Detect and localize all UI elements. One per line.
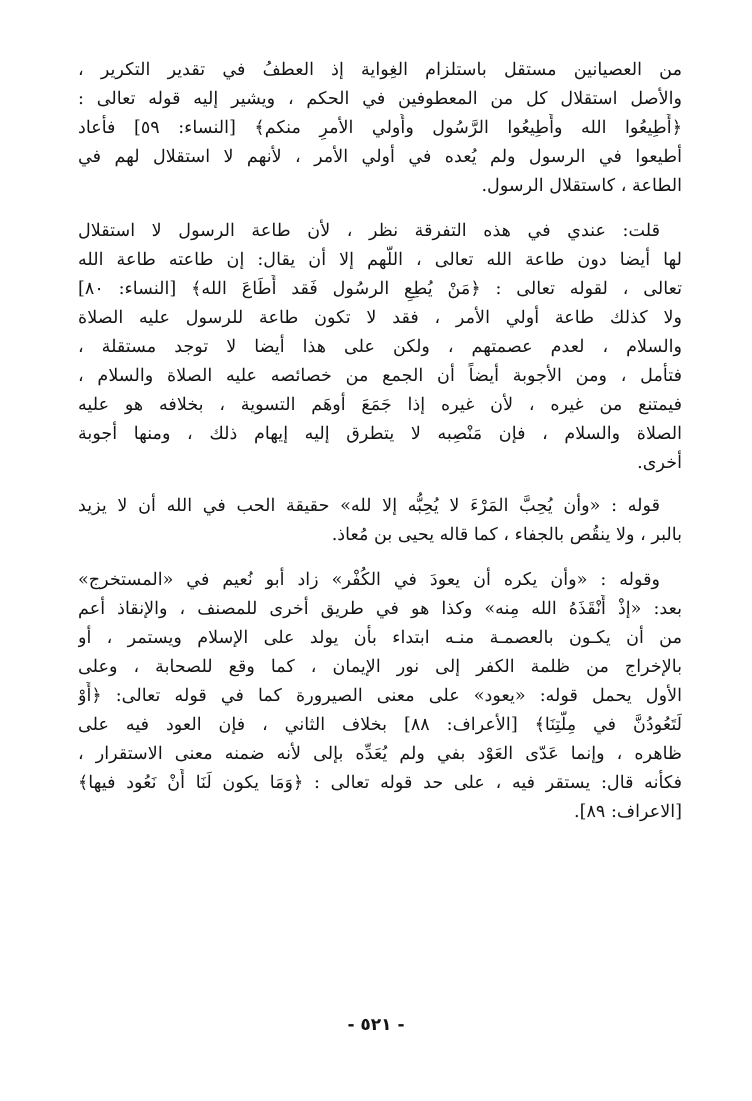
paragraph-gap <box>78 201 682 217</box>
text-line: فتأمل ، ومن الأجوبة أيضاً أن الجمع من خصائصه عليه الصلاة والسلام ، <box>78 366 682 386</box>
paragraph-1 <box>78 56 682 201</box>
paragraph-gap <box>78 478 682 492</box>
paragraph-3 <box>78 492 682 550</box>
text-line: من العصيانين مستقل باستلزام الغِواية إذ العطفُ في تقدير التكرير ، <box>78 60 682 80</box>
paragraph-2 <box>78 217 682 478</box>
text-line: فيمتنع من غيره ، لأن غيره إذا جَمَعَ أوهَم التسوية ، بخلافه هو عليه <box>78 395 682 415</box>
paragraph-4 <box>78 566 682 827</box>
text-line: ﴿أَطِيعُوا الله وأَطِيعُوا الرَّسُول وأُولي الأمرِ منكم﴾ [النساء: ٥٩] فأعاد <box>78 118 682 138</box>
text-line: لها أيضا دون طاعة الله تعالى ، اللّهم إلا أن يقال: إن طاعته طاعة الله <box>78 250 682 270</box>
text-line: لَتَعُودُنَّ في مِلَّتِنَا﴾ [الأعراف: ٨٨] بخلاف الثاني ، فإن العود فيه على <box>78 715 682 735</box>
paragraph-gap <box>78 550 682 566</box>
text-line: بعد: «إذْ أَنْقَذَهُ الله مِنه» وكذا هو في طريق أخرى للمصنف ، والإنقاذ أعم <box>78 599 682 619</box>
text-line: تعالى ، لقوله تعالى : ﴿مَنْ يُطِعِ الرسُول فَقد أَطَاعَ الله﴾ [النساء: ٨٠] <box>78 279 682 299</box>
text-line: وقوله : «وأن يكره أن يعودَ في الكُفْر» زاد أبو نُعيم في «المستخرج» <box>78 570 660 590</box>
text-line: الأول يحمل قوله: «يعود» على معنى الصيرورة كما في قوله تعالى: ﴿أَوْ <box>78 686 682 706</box>
text-line: ظاهره ، وإنما عَدّى العَوْد بفي ولم يُعَدِّه بإلى لأنه ضمنه معنى الاستقرار ، <box>78 744 682 764</box>
text-line: والأصل استقلال كل من المعطوفين في الحكم ، ويشير إليه قوله تعالى : <box>78 89 682 109</box>
text-line: ولا كذلك طاعة أولي الأمر ، فقد لا تكون طاعة للرسول عليه الصلاة <box>78 308 682 328</box>
text-line: الصلاة والسلام ، فإن مَنْصِبه لا يتطرق إليه إيهام ذلك ، ومنها أجوبة <box>78 424 682 444</box>
text-line: قلت: عندي في هذه التفرقة نظر ، لأن طاعة الرسول لا استقلال <box>78 221 660 241</box>
text-line: بالإخراج من ظلمة الكفر إلى نور الإيمان ، كما وقع للصحابة ، وعلى <box>78 657 682 677</box>
text-line: من أن يكـون بالعصمـة منـه ابتداء بأن يولد على الإسلام ويستمر ، أو <box>78 628 682 648</box>
text-line: فكأنه قال: يستقر فيه ، على حد قوله تعالى : ﴿وَمَا يكون لَنَا أَنْ نَعُود فيها﴾ <box>78 773 682 793</box>
text-line: والسلام ، لعدم عصمتهم ، ولكن على هذا أيضا لا توجد مستقلة ، <box>78 337 682 357</box>
page-body <box>78 56 682 827</box>
text-line: أطيعوا في الرسول ولم يُعده في أولي الأمر ، لأنهم لا استقلال لهم في <box>78 147 682 167</box>
text-line: قوله : «وأن يُحِبَّ المَرْءَ لا يُحِبُّه إلا لله» حقيقة الحب في الله أن لا يزيد <box>78 496 660 516</box>
page-number: - ٥٢١ - <box>347 1015 405 1035</box>
text-line: الطاعة ، كاستقلال الرسول. <box>481 176 682 196</box>
text-line: بالبر ، ولا ينقُص بالجفاء ، كما قاله يحيى بن مُعاذ. <box>331 525 682 545</box>
text-line: أخرى. <box>637 453 682 473</box>
text-line: [الاعراف: ٨٩]. <box>573 802 682 822</box>
